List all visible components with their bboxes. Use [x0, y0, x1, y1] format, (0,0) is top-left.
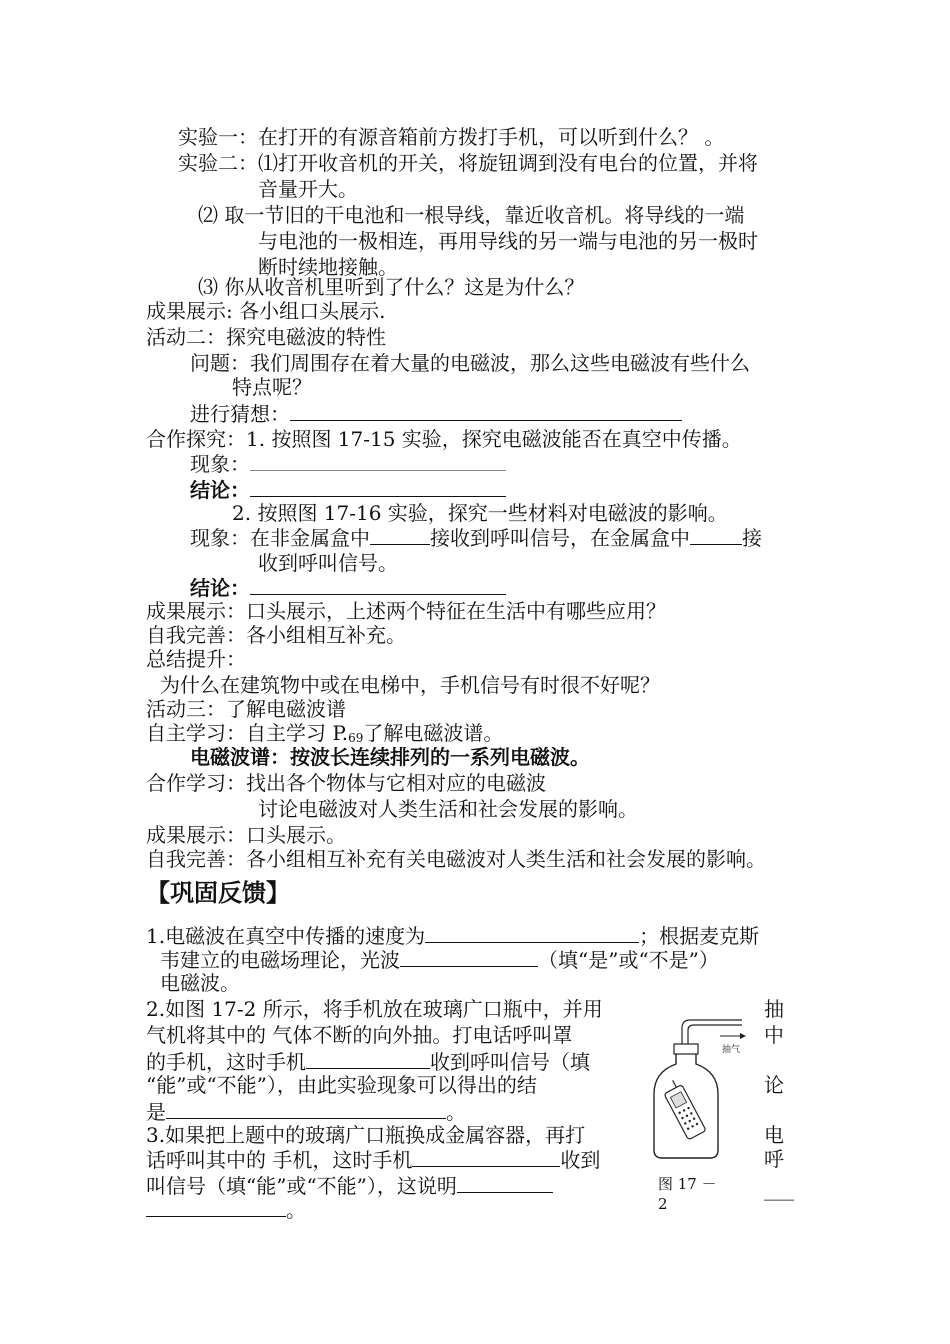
q1-blank-speed[interactable] — [425, 922, 639, 943]
spectrum-definition: 电磁波谱：按波长连续排列的一系列电磁波。 — [190, 745, 590, 769]
section-title: 【巩固反馈】 — [146, 878, 290, 907]
side-char-4: 电 — [764, 1123, 784, 1147]
experiment-2-line-5: 断时续地接触。 — [258, 255, 398, 279]
side-char-5: 呼 — [764, 1147, 784, 1171]
self-study-text-a: 自主学习：自主学习 P. — [146, 721, 349, 745]
guess-label: 进行猜想： — [190, 402, 290, 426]
experiment-2-line-3: ⑵ 取一节旧的干电池和一根导线，靠近收音机。将导线的一端 — [198, 203, 745, 227]
experiment-2-line-6: ⑶ 你从收音机里听到了什么？这是为什么？ — [198, 275, 585, 299]
phenomenon-2-blank-a[interactable] — [370, 524, 430, 545]
activity-3-title: 活动三：了解电磁波谱 — [146, 697, 346, 721]
experiment-2-line-4: 与电池的一极相连，再用导线的另一端与电池的另一极时 — [258, 229, 758, 253]
figure-label-pump: 抽气 — [722, 1045, 741, 1055]
figure-caption-1: 图 17 － — [658, 1175, 717, 1193]
guess-line — [190, 400, 682, 427]
side-char-6: ___ — [764, 1177, 794, 1201]
activity-2-title: 活动二：探究电磁波的特性 — [146, 325, 386, 349]
feedback-q1-line-1 — [146, 922, 759, 949]
conclusion-1-line — [190, 476, 506, 503]
q1-blank-light[interactable] — [400, 946, 538, 967]
q3-text-a: 话呼叫其中的 手机，这时手机 — [146, 1148, 413, 1172]
phenomenon-2-text-c: 接 — [742, 526, 762, 550]
q3-blank-explain-b[interactable] — [146, 1196, 286, 1217]
phenomenon-1-line — [190, 450, 506, 477]
self-improve-1: 自我完善：各小组相互补充。 — [146, 623, 406, 647]
phenomenon-2-line-2: 收到呼叫信号。 — [258, 551, 398, 575]
q2-text-c: 是 — [146, 1100, 166, 1124]
coop-study-line-2: 讨论电磁波对人类生活和社会发展的影响。 — [258, 797, 638, 821]
phenomenon-2-text-a: 现象：在非金属盒中 — [190, 526, 370, 550]
conclusion-2-label: 结论： — [190, 576, 250, 600]
side-char-3: 论 — [764, 1073, 784, 1097]
q1-text-b: ；根据麦克斯 — [639, 924, 760, 948]
conclusion-2-blank[interactable] — [250, 574, 506, 595]
side-char-2: 中 — [764, 1023, 784, 1047]
self-improve-2: 自我完善：各小组相互补充有关电磁波对人类生活和社会发展的影响。 — [146, 847, 766, 871]
q2-blank-receive[interactable] — [306, 1048, 430, 1069]
feedback-q3-line-4 — [146, 1196, 306, 1223]
feedback-q2-line-2: 气机将其中的 气体不断的向外抽。打电话呼叫罩 — [146, 1023, 573, 1047]
q2-blank-conclusion[interactable] — [166, 1098, 446, 1119]
feedback-q2-line-1: 2.如图 17-2 所示，将手机放在玻璃广口瓶中，并用 — [146, 997, 603, 1021]
conclusion-1-blank[interactable] — [250, 476, 506, 497]
q1-text-c: 韦建立的电磁场理论，光波 — [160, 948, 400, 972]
figure-caption-2: 2 — [658, 1195, 668, 1213]
q3-blank-receive[interactable] — [412, 1146, 560, 1167]
experiment-1-line: 实验一：在打开的有源音箱前方拨打手机，可以听到什么？ 。 — [178, 125, 725, 149]
self-study-text-b: 了解电磁波谱。 — [363, 721, 504, 745]
q3-text-d: 。 — [286, 1198, 306, 1222]
conclusion-2-line — [190, 574, 506, 601]
side-char-1: 抽 — [764, 997, 784, 1021]
feedback-q2-line-5 — [146, 1098, 466, 1125]
conclusion-1-label: 结论： — [190, 478, 250, 502]
feedback-q3-line-2 — [146, 1146, 600, 1173]
q1-text-a: 1.电磁波在真空中传播的速度为 — [146, 924, 426, 948]
question-line-2: 特点呢？ — [232, 375, 312, 399]
q1-text-d: （填“是”或“不是”） — [538, 948, 719, 972]
phenomenon-1-label: 现象： — [190, 452, 250, 476]
feedback-q1-line-2 — [160, 946, 719, 973]
phenomenon-2-line-1 — [190, 524, 762, 551]
q2-text-a: 的手机，这时手机 — [146, 1050, 306, 1074]
feedback-q2-line-3 — [146, 1048, 590, 1075]
result-show-2: 成果展示：口头展示，上述两个特征在生活中有哪些应用？ — [146, 599, 666, 623]
feedback-q1-line-3: 电磁波。 — [160, 971, 240, 995]
feedback-q2-line-4: “能”或“不能”），由此实验现象可以得出的结 — [146, 1073, 537, 1097]
q3-blank-explain-a[interactable] — [457, 1172, 553, 1193]
phenomenon-1-blank[interactable] — [250, 450, 506, 471]
result-show-3: 成果展示：口头展示。 — [146, 823, 346, 847]
summary-title: 总结提升： — [146, 647, 246, 671]
q2-text-d: 。 — [446, 1100, 466, 1124]
q2-text-b: 收到呼叫信号（填 — [430, 1050, 590, 1074]
question-line-1: 问题：我们周围存在着大量的电磁波，那么这些电磁波有些什么 — [190, 351, 750, 375]
feedback-q3-line-1: 3.如果把上题中的玻璃广口瓶换成金属容器，再打 — [146, 1123, 586, 1147]
phenomenon-2-text-b: 接收到呼叫信号，在金属盒中 — [430, 526, 690, 550]
q3-text-b: 收到 — [560, 1148, 601, 1172]
coop-explore-2: 2. 按照图 17-16 实验，探究一些材料对电磁波的影响。 — [232, 501, 728, 525]
coop-explore-1: 合作探究：1. 按照图 17-15 实验，探究电磁波能否在真空中传播。 — [146, 427, 742, 451]
feedback-q3-line-3 — [146, 1172, 553, 1199]
result-show-1: 成果展示: 各小组口头展示. — [146, 299, 386, 323]
experiment-2-line-1: 实验二：⑴打开收音机的开关，将旋钮调到没有电台的位置，并将 — [178, 151, 758, 175]
phone-icon — [660, 1078, 706, 1140]
experiment-2-line-2: 音量开大。 — [258, 177, 358, 201]
summary-question: 为什么在建筑物中或在电梯中，手机信号有时很不好呢？ — [160, 673, 660, 697]
jar-phone-figure — [646, 1014, 756, 1164]
self-study-page: 69 — [348, 731, 364, 745]
coop-study-line-1: 合作学习：找出各个物体与它相对应的电磁波 — [146, 771, 546, 795]
guess-blank[interactable] — [290, 400, 682, 421]
q3-text-c: 叫信号（填“能”或“不能”），这说明 — [146, 1174, 457, 1198]
phenomenon-2-blank-b[interactable] — [690, 524, 742, 545]
